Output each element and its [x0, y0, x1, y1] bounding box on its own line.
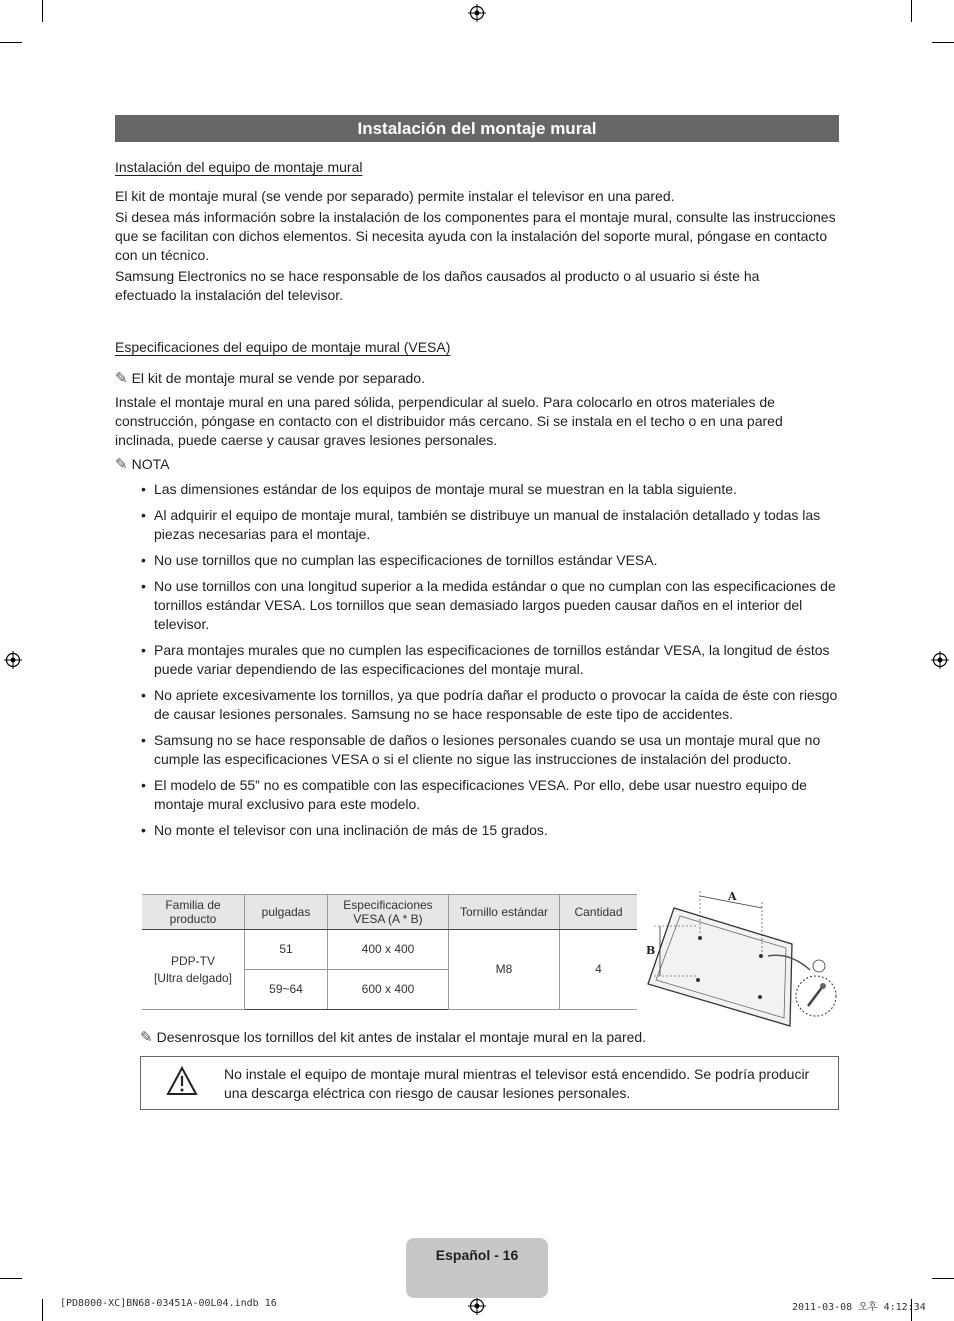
screw-cell: M8 — [449, 930, 560, 1010]
crop-mark — [932, 1278, 954, 1279]
product-family: PDP-TV — [170, 953, 215, 968]
list-item: • Samsung no se hace responsable de daños o lesiones personales cuando se usa un montaje mural que no cumple las especificaciones VESA o si el cliente no sigue las instrucciones de instalación del producto. — [138, 731, 838, 769]
inches-cell: 59~64 — [245, 970, 328, 1010]
install-paragraph: Samsung Electronics no se hace responsable de los daños causados al producto o al usuario si éste ha efectuado la instalación del televisor. — [115, 268, 760, 303]
quantity-cell: 4 — [560, 930, 638, 1010]
crop-mark — [42, 0, 43, 22]
product-family-cell — [142, 930, 245, 1010]
crop-mark — [42, 1299, 43, 1321]
column-header: Tornillo estándar — [449, 895, 560, 930]
kit-note — [115, 369, 425, 388]
unscrew-note-text: Desenrosque los tornillos del kit antes de instalar el montaje mural en la pared. — [156, 1029, 647, 1045]
pencil-note-icon: ✎ — [115, 455, 128, 473]
footer-file-info: [PD8000-XC]BN68-03451A-00L04.indb 16 — [60, 1298, 277, 1309]
list-item: • No monte el televisor con una inclinación de más de 15 grados. — [138, 821, 838, 840]
footer-date: 2011-03-08 오후 4:12:34 — [792, 1302, 926, 1313]
column-header: Especificaciones VESA (A * B) — [328, 895, 449, 930]
registration-mark-icon — [468, 1297, 486, 1315]
specs-paragraph: Instale el montaje mural en una pared sólida, perpendicular al suelo. Para colocarlo en otros materiales de construcción, póngase en contacto con el distribuidor más cercano. Si se instala en el techo o en una pared inclinada, puede caerse y causar graves lesiones personales. — [115, 394, 783, 448]
registration-mark-icon — [468, 4, 486, 22]
pencil-note-icon: ✎ — [140, 1028, 153, 1046]
warning-box — [140, 1056, 839, 1110]
vesa-cell: 400 x 400 — [328, 930, 449, 970]
pencil-note-icon: ✎ — [115, 369, 128, 387]
vesa-cell: 600 x 400 — [328, 970, 449, 1010]
list-item: • No use tornillos que no cumplan las especificaciones de tornillos estándar VESA. — [138, 551, 838, 570]
tv-back-diagram — [640, 886, 840, 1028]
table-header-row — [142, 895, 637, 930]
crop-mark — [0, 1278, 22, 1279]
page-number: Español - 16 — [406, 1238, 548, 1298]
section-title: Instalación del montaje mural — [115, 115, 839, 142]
column-header: Cantidad — [560, 895, 638, 930]
list-item: • No apriete excesivamente los tornillos, ya que podría dañar el producto o provocar la caída de éste con riesgo de causar lesiones personales. Samsung no se hace responsable de este tipo de accidentes. — [138, 686, 838, 724]
screw-detail-icon — [796, 976, 836, 1016]
column-header: pulgadas — [245, 895, 328, 930]
inches-cell: 51 — [245, 930, 328, 970]
install-paragraph: El kit de montaje mural (se vende por separado) permite instalar el televisor en una pared. — [115, 188, 675, 204]
install-heading: Instalación del equipo de montaje mural — [115, 159, 363, 175]
list-item: • No use tornillos con una longitud superior a la medida estándar o que no cumplan con las especificaciones de tornillos estándar VESA. Los tornillos que sean demasiado largos pueden causar daños en el interior del televisor. — [138, 577, 838, 634]
crop-mark — [911, 0, 912, 22]
product-family-sub: [Ultra delgado] — [153, 970, 233, 985]
unscrew-note — [140, 1028, 646, 1047]
registration-mark-icon — [931, 651, 949, 669]
install-paragraph: Si desea más información sobre la instalación de los componentes para el montaje mural, consulte las instrucciones que se facilitan con dichos elementos. Si necesita ayuda con la instalación del soporte mural, póngase en contacto con un técnico. — [115, 209, 836, 263]
list-item: • El modelo de 55” no es compatible con las especificaciones VESA. Por ello, debe usar nuestro equipo de montaje mural exclusivo para este modelo. — [138, 776, 838, 814]
list-item: • Al adquirir el equipo de montaje mural, también se distribuye un manual de instalación detallado y todas las piezas necesarias para el montaje. — [138, 506, 838, 544]
list-item: • Las dimensiones estándar de los equipos de montaje mural se muestran en la tabla siguiente. — [138, 480, 838, 499]
vesa-spec-table — [142, 894, 637, 1010]
list-item: • Para montajes murales que no cumplen las especificaciones de tornillos estándar VESA, la longitud de éstos puede variar dependiendo de las especificaciones del montaje mural. — [138, 641, 838, 679]
column-header: Familia de producto — [142, 895, 245, 930]
registration-mark-icon — [4, 651, 22, 669]
label-b: B — [646, 944, 656, 957]
nota-label: NOTA — [131, 456, 170, 472]
screw-head-icon — [813, 960, 825, 972]
warning-triangle-icon — [166, 1066, 198, 1096]
crop-mark — [0, 42, 22, 43]
specs-heading: Especificaciones del equipo de montaje mural (VESA) — [115, 339, 451, 355]
kit-note-text: El kit de montaje mural se vende por separado. — [131, 370, 425, 386]
warning-text: No instale el equipo de montaje mural mientras el televisor está encendido. Se podría producir una descarga eléctrica con riesgo de causar lesiones personales. — [224, 1066, 810, 1101]
crop-mark — [932, 42, 954, 43]
label-a: A — [728, 890, 737, 903]
table-row — [142, 930, 637, 970]
notes-list — [138, 480, 838, 847]
nota-label-row — [115, 455, 169, 474]
tv-back-panel — [648, 908, 792, 1026]
